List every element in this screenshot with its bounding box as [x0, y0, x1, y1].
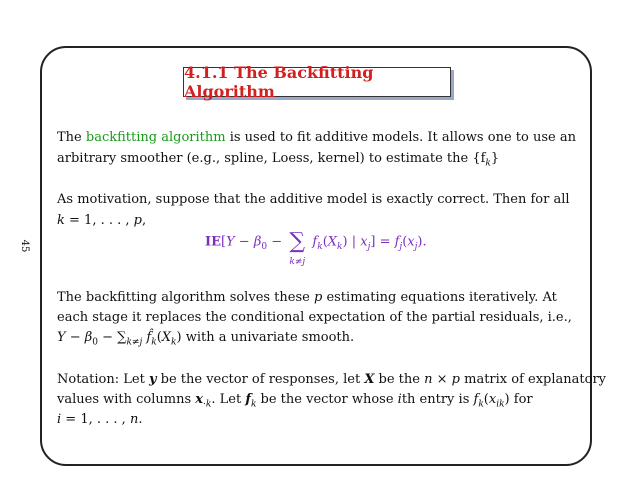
- backfitting-link: backfitting algorithm: [85, 130, 226, 145]
- para1-line1: The backfitting algorithm is used to fit additive models. It allows one to use an: [57, 130, 576, 145]
- para3-line1: The backfitting algorithm solves these p estimating equations iteratively. At: [57, 290, 557, 305]
- para1-line2: arbitrary smoother (e.g., spline, Loess, kernel) to estimate the $\{f_k\}$: [57, 151, 500, 169]
- para4-line3: i = 1, . . . , n.: [57, 412, 143, 427]
- expectation-equation: $IE[Y - \beta_0$ − ∑ k≠j $f_k(X_k)$ | $x_j] = f_j(x_j)$.: [205, 229, 427, 267]
- page-number: 45: [19, 239, 30, 253]
- para3-line3: $Y - \beta_0 - \sum_{k\ne j}$ $f̂_k(X_k)$ with a univariate smooth.: [57, 330, 355, 348]
- section-title: 4.1.1 The Backfitting Algorithm: [183, 67, 451, 97]
- summation-symbol: ∑ k≠j: [289, 229, 306, 267]
- para4-line2: values with columns $x_{\cdot k}$. Let $f_k$ be the vector whose ith entry is $f_k(x_{ik})$ for: [57, 392, 533, 410]
- para2-line1: As motivation, suppose that the additive model is exactly correct. Then for all: [57, 192, 570, 207]
- para2-line2: k = 1, . . . , p,: [57, 213, 147, 228]
- para4-line1: Notation: Let y be the vector of responses, let X be the n × p matrix of explanatory: [57, 372, 607, 387]
- para3-line2: each stage it replaces the conditional expectation of the partial residuals, i.e.,: [57, 310, 572, 325]
